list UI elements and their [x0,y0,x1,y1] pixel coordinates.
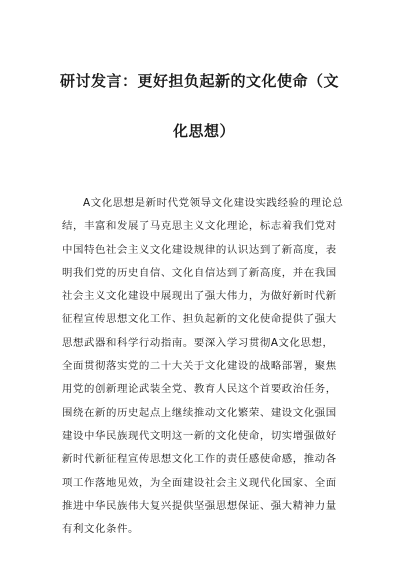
paragraph-line: 围绕在新的历史起点上继续推动文化繁荣、建设文化强国 [62,406,337,419]
paragraph-line: 项工作落地见效，为全面建设社会主义现代化国家、全面 [62,476,337,489]
paragraph-line: 思想武器和科学行动指南。要深入学习贯彻A文化思想， [62,336,334,349]
paragraph-line: 新时代新征程宣传思想文化工作的责任感使命感，推动各 [62,453,337,466]
paragraph-line: A文化思想是新时代党领导文化建设实践经验的理论总 [83,197,344,209]
paragraph-line: 明我们党的历史自信、文化自信达到了新高度，并在我国 [62,266,337,279]
paragraph-line: 推进中华民族伟大复兴提供坚强思想保证、强大精神力量 [62,499,337,512]
paragraph-line: 用党的创新理论武装全党、教育人民这个首要政治任务， [62,383,337,396]
paragraph-line: 征程宣传思想文化工作、担负起新的文化使命提供了强大 [62,313,337,326]
body-paragraph [62,192,352,541]
paragraph-line: 全面贯彻落实党的二十大关于文化建设的战略部署，聚焦 [62,360,337,373]
paragraph-line: 有利文化条件。 [62,523,139,536]
paragraph-line: 中国特色社会主义文化建设规律的认识达到了新高度，表 [62,243,337,256]
paragraph-line: 建设中华民族现代文明这一新的文化使命，切实增强做好 [62,429,337,442]
paragraph-line: 结，丰富和发展了马克思主义文化理论，标志着我们党对 [62,220,337,233]
document-title-line-2: 化思想） [172,122,235,140]
paragraph-line: 社会主义文化建设中展现出了强大伟力，为做好新时代新 [62,290,337,303]
document-title-line-1: 研讨发言：更好担负起新的文化使命（文 [60,72,340,90]
